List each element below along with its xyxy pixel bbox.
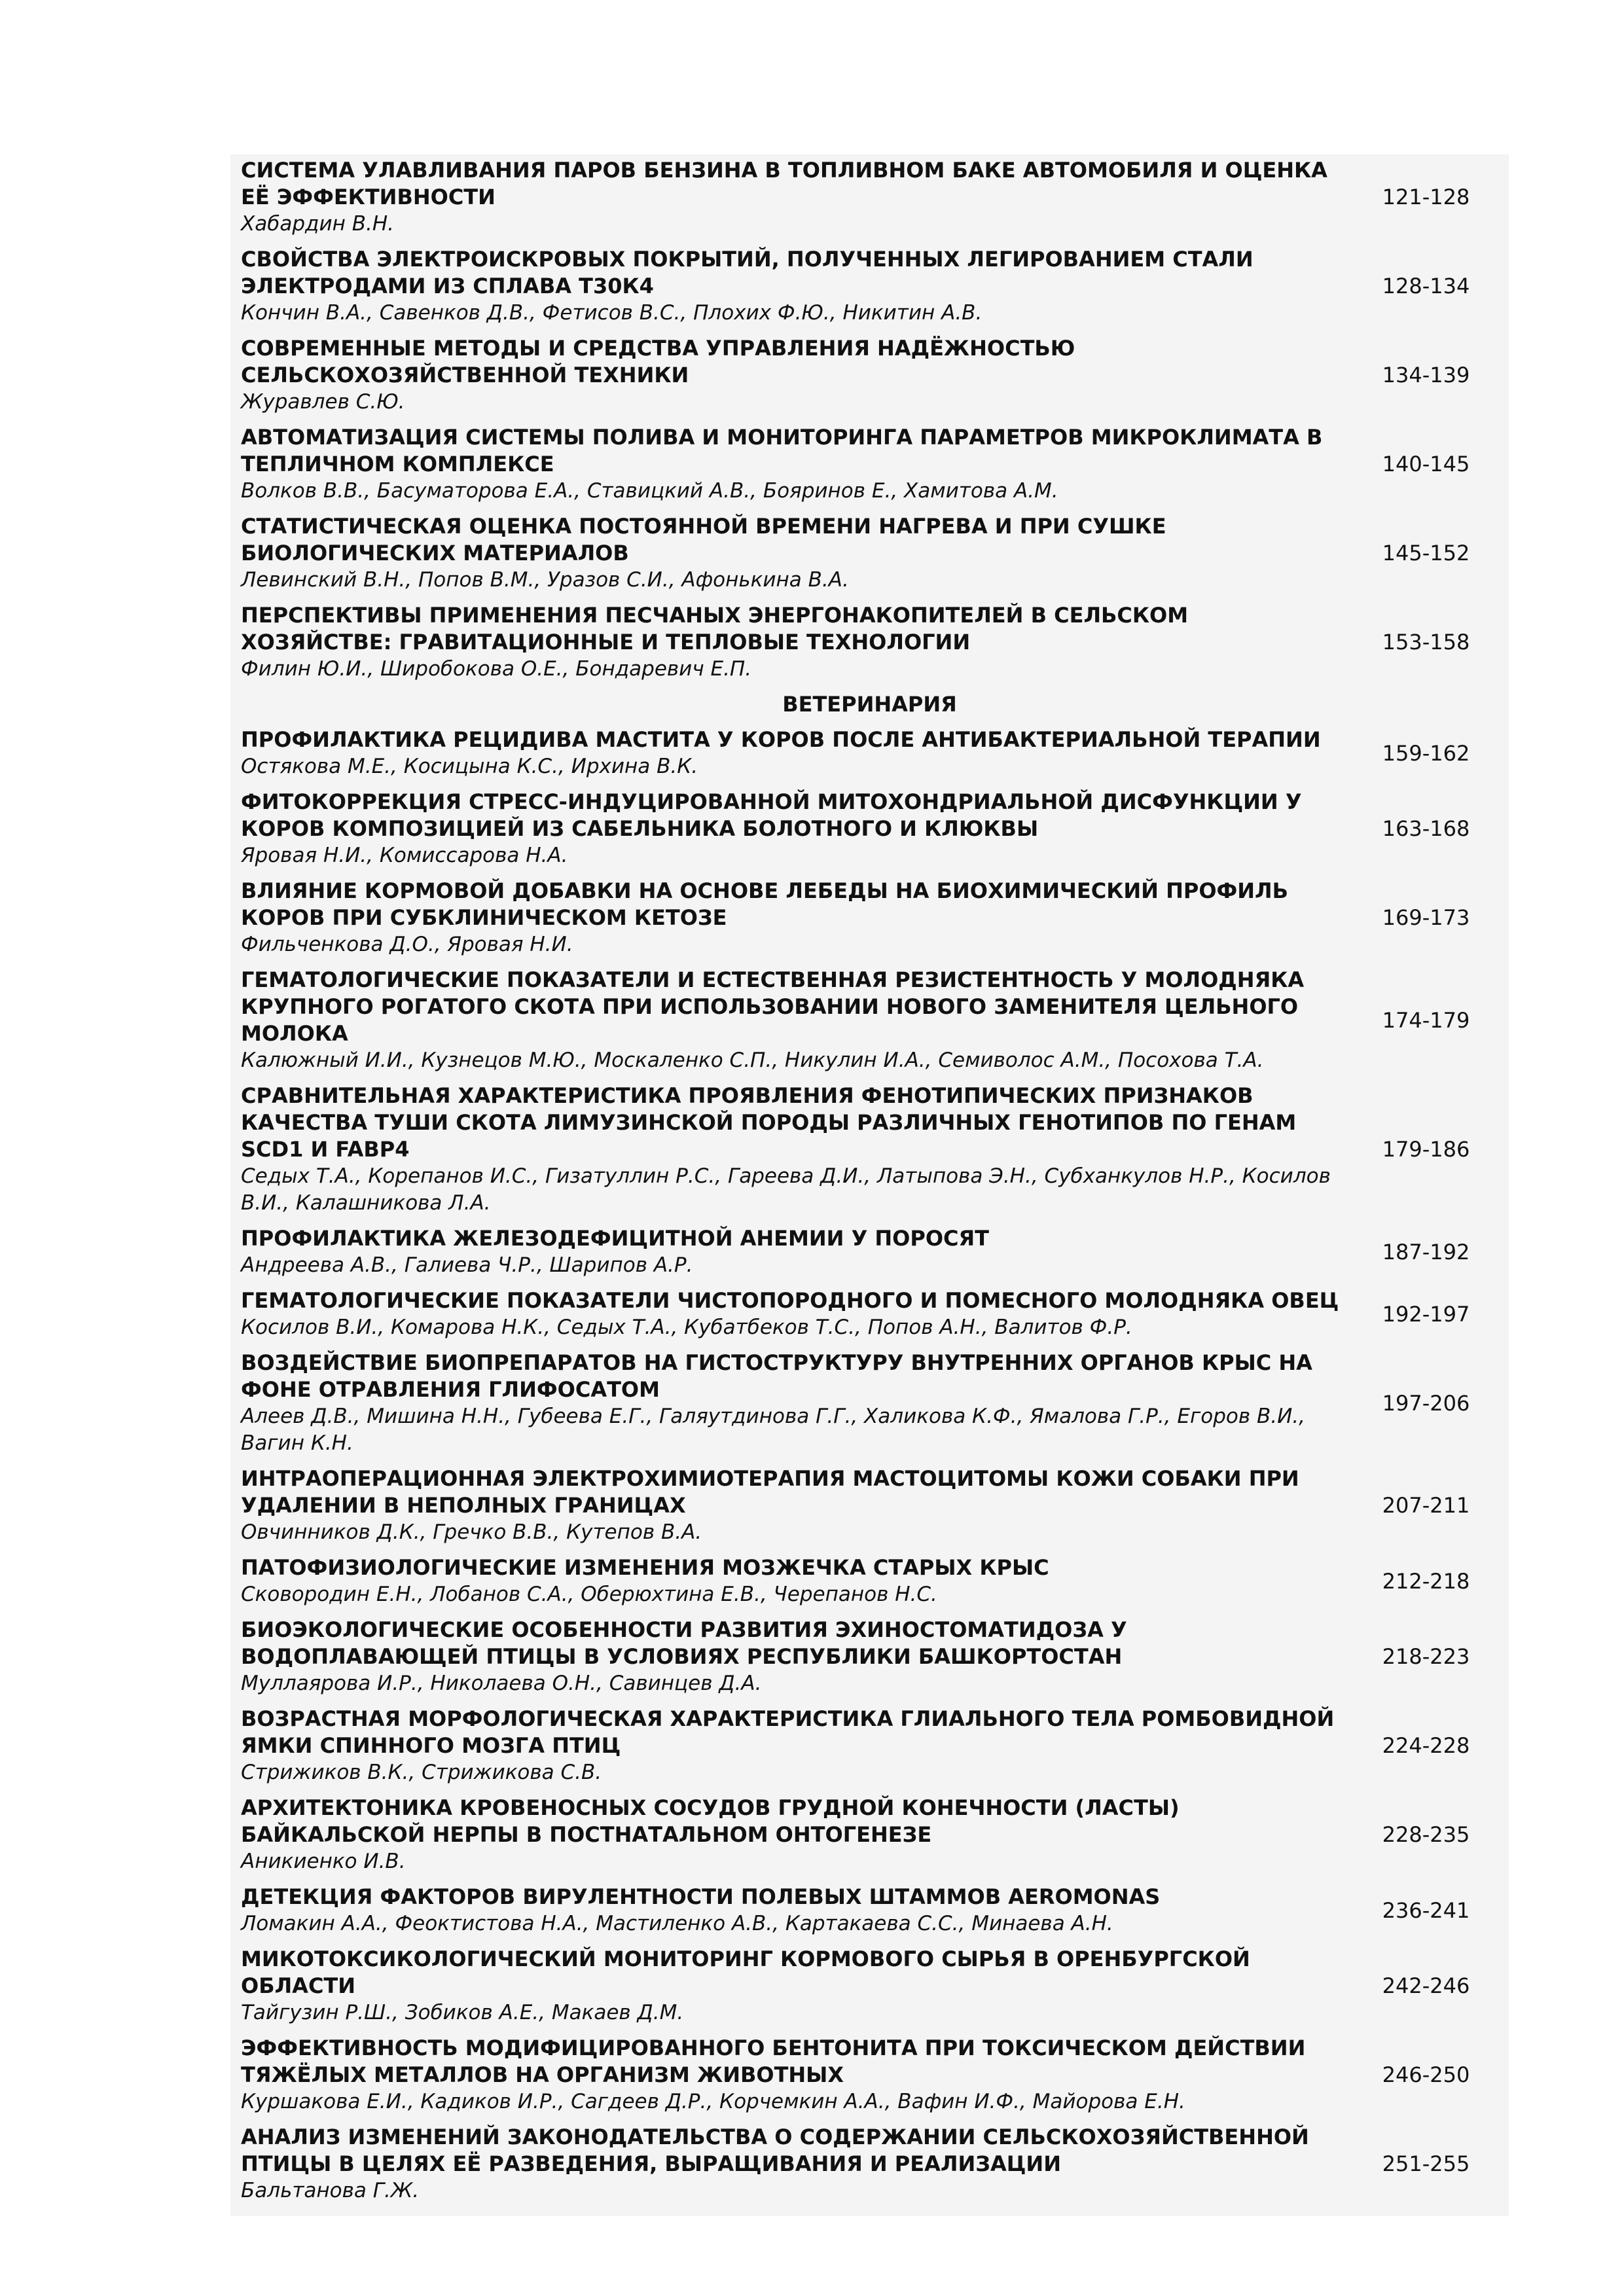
toc-entry-text (230, 157, 1343, 238)
article-title: ПРОФИЛАКТИКА ЖЕЛЕЗОДЕФИЦИТНОЙ АНЕМИИ У ПОРОСЯТ (241, 1226, 989, 1251)
article-title: ИНТРАОПЕРАЦИОННАЯ ЭЛЕКТРОХИМИОТЕРАПИЯ МАСТОЦИТОМЫ КОЖИ СОБАКИ ПРИ УДАЛЕНИИ В НЕПОЛНЫХ ГРАНИЦАХ (241, 1466, 1299, 1518)
article-authors: Журавлев С.Ю. (241, 390, 405, 414)
toc-entry (230, 1225, 1509, 1279)
article-authors: Куршакова Е.И., Кадиков И.Р., Сагдеев Д.Р., Корчемкин А.А., Вафин И.Ф., Майорова Е.Н. (241, 2090, 1185, 2113)
page-range: 242-246 (1382, 1973, 1470, 1998)
section-heading: ВЕТЕРИНАРИЯ (782, 692, 957, 717)
article-title: АРХИТЕКТОНИКА КРОВЕНОСНЫХ СОСУДОВ ГРУДНОЙ КОНЕЧНОСТИ (ЛАСТЫ) БАЙКАЛЬСКОЙ НЕРПЫ В ПОСТНАТАЛЬНОМ ОНТОГЕНЕЗЕ (241, 1795, 1180, 1847)
page-range: 192-197 (1382, 1301, 1470, 1327)
toc-entry-text (230, 2035, 1343, 2115)
page-range: 140-145 (1382, 452, 1470, 476)
article-title: СВОЙСТВА ЭЛЕКТРОИСКРОВЫХ ПОКРЫТИЙ, ПОЛУЧЕННЫХ ЛЕГИРОВАНИЕМ СТАЛИ ЭЛЕКТРОДАМИ ИЗ СПЛАВА Т30К4 (241, 247, 1254, 298)
toc-entry-text (230, 335, 1343, 416)
article-authors: Ломакин А.А., Феоктистова Н.А., Мастиленко А.В., Картакаева С.С., Минаева А.Н. (241, 1912, 1113, 1935)
article-title: ЭФФЕКТИВНОСТЬ МОДИФИЦИРОВАННОГО БЕНТОНИТА ПРИ ТОКСИЧЕСКОМ ДЕЙСТВИИ ТЯЖЁЛЫХ МЕТАЛЛОВ НА ОРГАНИЗМ ЖИВОТНЫХ (241, 2036, 1306, 2087)
article-authors: Яровая Н.И., Комиссарова Н.А. (241, 844, 568, 867)
page-range: 128-134 (1382, 274, 1470, 298)
toc-entry (230, 878, 1509, 958)
toc-entry-text (230, 513, 1343, 594)
page-range: 121-128 (1382, 185, 1470, 209)
article-title: ГЕМАТОЛОГИЧЕСКИЕ ПОКАЗАТЕЛИ ЧИСТОПОРОДНОГО И ПОМЕСНОГО МОЛОДНЯКА ОВЕЦ (241, 1288, 1339, 1313)
toc-entry-text (230, 1225, 1343, 1279)
article-authors: Калюжный И.И., Кузнецов М.Ю., Москаленко С.П., Никулин И.А., Семиволос А.М., Посохова Т.А. (241, 1049, 1264, 1072)
page-range: 163-168 (1382, 816, 1470, 841)
toc-entry (230, 424, 1509, 505)
toc-entry (230, 726, 1509, 780)
article-title: ГЕМАТОЛОГИЧЕСКИЕ ПОКАЗАТЕЛИ И ЕСТЕСТВЕННАЯ РЕЗИСТЕНТНОСТЬ У МОЛОДНЯКА КРУПНОГО РОГАТОГО СКОТА ПРИ ИСПОЛЬЗОВАНИИ НОВОГО ЗАМЕНИТЕЛЯ ЦЕЛЬНОГО МОЛОКА (241, 967, 1305, 1046)
toc-entry (230, 157, 1509, 238)
toc-entry-text (230, 789, 1343, 869)
page-range: 153-158 (1382, 630, 1470, 655)
entry-spacer (230, 683, 1509, 691)
article-title: ПРОФИЛАКТИКА РЕЦИДИВА МАСТИТА У КОРОВ ПОСЛЕ АНТИБАКТЕРИАЛЬНОЙ ТЕРАПИИ (241, 727, 1321, 752)
entry-spacer (230, 1341, 1509, 1350)
toc-entry (230, 246, 1509, 327)
toc-entry-text (230, 1465, 1343, 1546)
toc-entry-text (230, 1884, 1343, 1937)
page-range: 246-250 (1382, 2062, 1470, 2087)
page-range: 197-206 (1382, 1390, 1470, 1416)
article-authors: Кончин В.А., Савенков Д.В., Фетисов В.С., Плохих Ф.Ю., Никитин А.В. (241, 301, 983, 325)
toc-entry (230, 789, 1509, 869)
toc-entry-text (230, 424, 1343, 505)
article-title: БИОЭКОЛОГИЧЕСКИЕ ОСОБЕННОСТИ РАЗВИТИЯ ЭХИНОСТОМАТИДОЗА У ВОДОПЛАВАЮЩЕЙ ПТИЦЫ В УСЛОВИЯХ РЕСПУБЛИКИ БАШКОРТОСТАН (241, 1617, 1127, 1669)
toc-entry (230, 1884, 1509, 1937)
page-range: 224-228 (1382, 1733, 1470, 1758)
entry-spacer (230, 1786, 1509, 1795)
entry-spacer (230, 1279, 1509, 1287)
page-range: 174-179 (1382, 1007, 1470, 1033)
page-range: 187-192 (1382, 1239, 1470, 1265)
toc-entry-text (230, 878, 1343, 958)
toc-entry (230, 1946, 1509, 2026)
article-title: ВОЗДЕЙСТВИЕ БИОПРЕПАРАТОВ НА ГИСТОСТРУКТУРУ ВНУТРЕННИХ ОРГАНОВ КРЫС НА ФОНЕ ОТРАВЛЕНИЯ ГЛИФОСАТОМ (241, 1350, 1312, 1402)
page-range: 179-186 (1382, 1137, 1470, 1162)
article-authors: Остякова М.Е., Косицына К.С., Ирхина В.К. (241, 755, 698, 778)
entry-spacer (230, 1546, 1509, 1554)
entry-spacer (230, 2115, 1509, 2124)
article-authors: Муллаярова И.Р., Николаева О.Н., Савинцев Д.А. (241, 1672, 762, 1695)
entry-spacer (230, 869, 1509, 878)
entry-spacer (230, 238, 1509, 246)
toc-entry (230, 602, 1509, 683)
table-of-contents (230, 154, 1509, 2216)
entry-spacer (230, 958, 1509, 967)
toc-entry (230, 2035, 1509, 2115)
toc-entry (230, 967, 1509, 1074)
toc-entry (230, 1795, 1509, 1875)
article-authors: Стрижиков В.К., Стрижикова С.В. (241, 1761, 602, 1784)
article-authors: Аникиенко И.В. (241, 1850, 406, 1873)
entry-spacer (230, 327, 1509, 335)
entry-spacer (230, 1697, 1509, 1706)
page-range: 212-218 (1382, 1568, 1470, 1594)
toc-entry (230, 1617, 1509, 1697)
toc-entry (230, 1465, 1509, 1546)
entry-spacer (230, 505, 1509, 513)
toc-entry (230, 335, 1509, 416)
toc-entry (230, 2124, 1509, 2204)
article-authors: Бальтанова Г.Ж. (241, 2179, 420, 2202)
article-authors: Волков В.В., Басуматорова Е.А., Ставицкий А.В., Бояринов Е., Хамитова А.М. (241, 479, 1058, 503)
page-range: 134-139 (1382, 363, 1470, 387)
page-range: 236-241 (1382, 1897, 1470, 1923)
entry-spacer (230, 1937, 1509, 1946)
toc-entry (230, 1706, 1509, 1786)
article-title: ВЛИЯНИЕ КОРМОВОЙ ДОБАВКИ НА ОСНОВЕ ЛЕБЕДЫ НА БИОХИМИЧЕСКИЙ ПРОФИЛЬ КОРОВ ПРИ СУБКЛИНИЧЕСКОМ КЕТОЗЕ (241, 878, 1289, 930)
entry-spacer (230, 780, 1509, 789)
toc-entry-text (230, 1350, 1343, 1457)
article-authors: Тайгузин Р.Ш., Зобиков А.Е., Макаев Д.М. (241, 2001, 684, 2024)
entry-spacer (230, 1074, 1509, 1083)
entry-spacer (230, 2026, 1509, 2035)
article-title: СРАВНИТЕЛЬНАЯ ХАРАКТЕРИСТИКА ПРОЯВЛЕНИЯ ФЕНОТИПИЧЕСКИХ ПРИЗНАКОВ КАЧЕСТВА ТУШИ СКОТА ЛИМУЗИНСКОЙ ПОРОДЫ РАЗЛИЧНЫХ ГЕНОТИПОВ ПО ГЕНАМ SCD1 И FABP4 (241, 1083, 1297, 1162)
article-authors: Косилов В.И., Комарова Н.К., Седых Т.А., Кубатбеков Т.С., Попов А.Н., Валитов Ф.Р. (241, 1316, 1132, 1339)
article-title: АВТОМАТИЗАЦИЯ СИСТЕМЫ ПОЛИВА И МОНИТОРИНГА ПАРАМЕТРОВ МИКРОКЛИМАТА В ТЕПЛИЧНОМ КОМПЛЕКСЕ (241, 425, 1323, 476)
article-title: ВОЗРАСТНАЯ МОРФОЛОГИЧЕСКАЯ ХАРАКТЕРИСТИКА ГЛИАЛЬНОГО ТЕЛА РОМБОВИДНОЙ ЯМКИ СПИННОГО МОЗГА ПТИЦ (241, 1706, 1335, 1758)
toc-entry-text (230, 1083, 1343, 1217)
toc-entry-text (230, 1287, 1343, 1341)
article-authors: Овчинников Д.К., Гречко В.В., Кутепов В.А. (241, 1520, 702, 1544)
article-title: ПЕРСПЕКТИВЫ ПРИМЕНЕНИЯ ПЕСЧАНЫХ ЭНЕРГОНАКОПИТЕЛЕЙ В СЕЛЬСКОМ ХОЗЯЙСТВЕ: ГРАВИТАЦИОННЫЕ И ТЕПЛОВЫЕ ТЕХНОЛОГИИ (241, 603, 1189, 655)
article-title: МИКОТОКСИКОЛОГИЧЕСКИЙ МОНИТОРИНГ КОРМОВОГО СЫРЬЯ В ОРЕНБУРГСКОЙ ОБЛАСТИ (241, 1946, 1250, 1998)
article-authors: Левинский В.Н., Попов В.М., Уразов С.И., Афонькина В.А. (241, 568, 849, 592)
toc-entry-text (230, 246, 1343, 327)
article-title: СТАТИСТИЧЕСКАЯ ОЦЕНКА ПОСТОЯННОЙ ВРЕМЕНИ НАГРЕВА И ПРИ СУШКЕ БИОЛОГИЧЕСКИХ МАТЕРИАЛОВ (241, 514, 1166, 565)
toc-entry-text (230, 1946, 1343, 2026)
toc-entry-text (230, 2124, 1343, 2204)
entry-spacer (230, 416, 1509, 424)
article-title: ФИТОКОРРЕКЦИЯ СТРЕСС-ИНДУЦИРОВАННОЙ МИТОХОНДРИАЛЬНОЙ ДИСФУНКЦИИ У КОРОВ КОМПОЗИЦИЕЙ ИЗ САБЕЛЬНИКА БОЛОТНОГО И КЛЮКВЫ (241, 789, 1302, 841)
toc-entry-text (230, 726, 1343, 780)
article-title: АНАЛИЗ ИЗМЕНЕНИЙ ЗАКОНОДАТЕЛЬСТВА О СОДЕРЖАНИИ СЕЛЬСКОХОЗЯЙСТВЕННОЙ ПТИЦЫ В ЦЕЛЯХ ЕЁ РАЗВЕДЕНИЯ, ВЫРАЩИВАНИЯ И РЕАЛИЗАЦИИ (241, 2125, 1309, 2176)
entry-spacer (230, 718, 1509, 726)
toc-entry-text (230, 1795, 1343, 1875)
article-authors: Алеев Д.В., Мишина Н.Н., Губеева Е.Г., Галяутдинова Г.Г., Халикова К.Ф., Ямалова Г.Р., Егоров В.И., Вагин К.Н. (241, 1405, 1306, 1455)
toc-entry (230, 1554, 1509, 1608)
page-range: 218-223 (1382, 1644, 1470, 1669)
article-authors: Андреева А.В., Галиева Ч.Р., Шарипов А.Р. (241, 1253, 693, 1277)
page-range: 207-211 (1382, 1493, 1470, 1518)
article-title: ПАТОФИЗИОЛОГИЧЕСКИЕ ИЗМЕНЕНИЯ МОЗЖЕЧКА СТАРЫХ КРЫС (241, 1555, 1049, 1580)
page-range: 228-235 (1382, 1822, 1470, 1847)
entry-spacer (230, 594, 1509, 602)
toc-entry-text (230, 1617, 1343, 1697)
toc-entry (230, 1350, 1509, 1457)
page-range: 159-162 (1382, 740, 1470, 766)
article-title: СИСТЕМА УЛАВЛИВАНИЯ ПАРОВ БЕНЗИНА В ТОПЛИВНОМ БАКЕ АВТОМОБИЛЯ И ОЦЕНКА ЕЁ ЭФФЕКТИВНОСТИ (241, 158, 1327, 209)
article-authors: Сковородин Е.Н., Лобанов С.А., Оберюхтина Е.В., Черепанов Н.С. (241, 1583, 937, 1606)
article-authors: Седых Т.А., Корепанов И.С., Гизатуллин Р.С., Гареева Д.И., Латыпова Э.Н., Субханкулов Н.Р., Косилов В.И., Калашникова Л.А. (241, 1164, 1331, 1215)
entry-spacer (230, 1875, 1509, 1884)
entry-spacer (230, 1217, 1509, 1225)
article-title: ДЕТЕКЦИЯ ФАКТОРОВ ВИРУЛЕНТНОСТИ ПОЛЕВЫХ ШТАММОВ AEROMONAS (241, 1884, 1161, 1909)
article-authors: Хабардин В.Н. (241, 212, 395, 236)
article-title: СОВРЕМЕННЫЕ МЕТОДЫ И СРЕДСТВА УПРАВЛЕНИЯ НАДЁЖНОСТЬЮ СЕЛЬСКОХОЗЯЙСТВЕННОЙ ТЕХНИКИ (241, 336, 1075, 387)
toc-entry-text (230, 602, 1343, 683)
toc-entry (230, 513, 1509, 594)
toc-entry (230, 1287, 1509, 1341)
entry-spacer (230, 1608, 1509, 1617)
page-range: 145-152 (1382, 541, 1470, 565)
toc-entry-text (230, 967, 1343, 1074)
article-authors: Фильченкова Д.О., Яровая Н.И. (241, 933, 573, 956)
page-range: 251-255 (1382, 2151, 1470, 2176)
page-range: 169-173 (1382, 905, 1470, 930)
entry-spacer (230, 1457, 1509, 1465)
toc-entry (230, 1083, 1509, 1217)
toc-entry-text (230, 1554, 1343, 1608)
article-authors: Филин Ю.И., Широбокова О.Е., Бондаревич Е.П. (241, 657, 752, 681)
toc-entry-text (230, 1706, 1343, 1786)
